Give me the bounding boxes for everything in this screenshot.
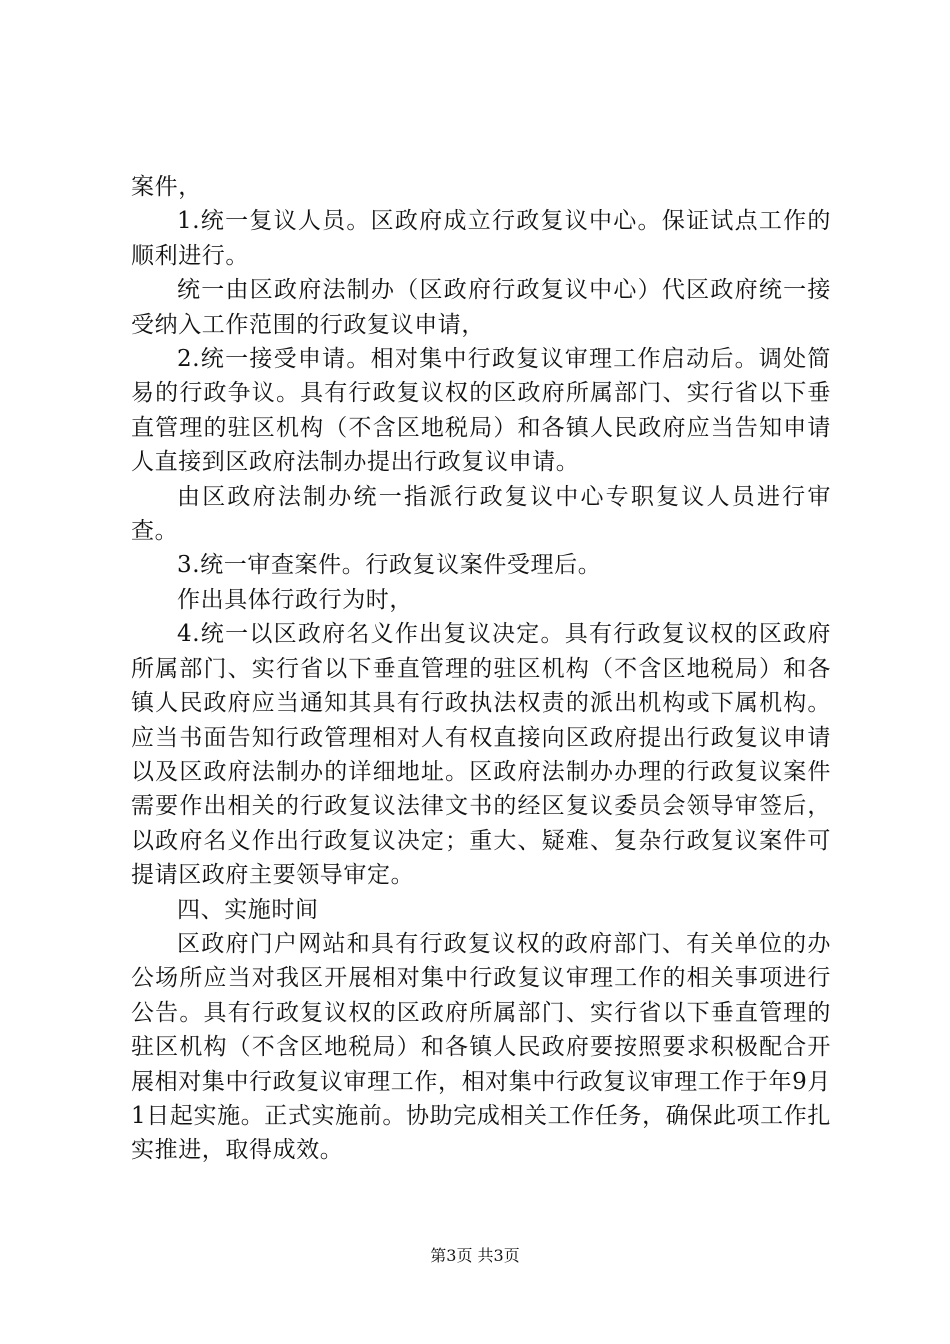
paragraph: 3.统一审查案件。行政复议案件受理后。 — [177, 552, 602, 579]
paragraph: 作出具体行政行为时， — [177, 586, 413, 613]
paragraph: 统一由区政府法制办（区政府行政复议中心）代区政府统一接受纳入工作范围的行政复议申请， — [131, 277, 831, 338]
paragraph: 1.统一复议人员。区政府成立行政复议中心。保证试点工作的顺利进行。 — [131, 208, 831, 269]
paragraph: 由区政府法制办统一指派行政复议中心专职复议人员进行审查。 — [131, 483, 831, 545]
paragraph: 2.统一接受申请。相对集中行政复议审理工作启动后。调处简易的行政争议。具有行政复议权的区政府所属部门、实行省以下垂直管理的驻区机构（不含区地税局）和各镇人民政府应当告知申请人直接到区政府法制办提出行政复议申请。 — [131, 346, 831, 476]
paragraph: 案件， — [131, 174, 202, 200]
document-body — [131, 170, 831, 1168]
paragraph: 区政府门户网站和具有行政复议权的政府部门、有关单位的办公场所应当对我区开展相对集中行政复议审理工作的相关事项进行公告。具有行政复议权的区政府所属部门、实行省以下垂直管理的驻区机构（不含区地税局）和各镇人民政府要按照要求积极配合开展相对集中行政复议审理工作，相对集中行政复议审理工作于年9月1日起实施。正式实施前。协助完成相关工作任务，确保此项工作扎实推进，取得成效。 — [131, 930, 831, 1164]
paragraph: 4.统一以区政府名义作出复议决定。具有行政复议权的区政府所属部门、实行省以下垂直管理的驻区机构（不含区地税局）和各镇人民政府应当通知其具有行政执法权责的派出机构或下属机构。应当书面告知行政管理相对人有权直接向区政府提出行政复议申请以及区政府法制办的详细地址。区政府法制办办理的行政复议案件需要作出相关的行政复议法律文书的经区复议委员会领导审签后，以政府名义作出行政复议决定；重大、疑难、复杂行政复议案件可提请区政府主要领导审定。 — [131, 621, 831, 889]
section-heading: 四、实施时间 — [177, 896, 319, 923]
page-footer: 第3页 共3页 — [430, 1246, 520, 1265]
